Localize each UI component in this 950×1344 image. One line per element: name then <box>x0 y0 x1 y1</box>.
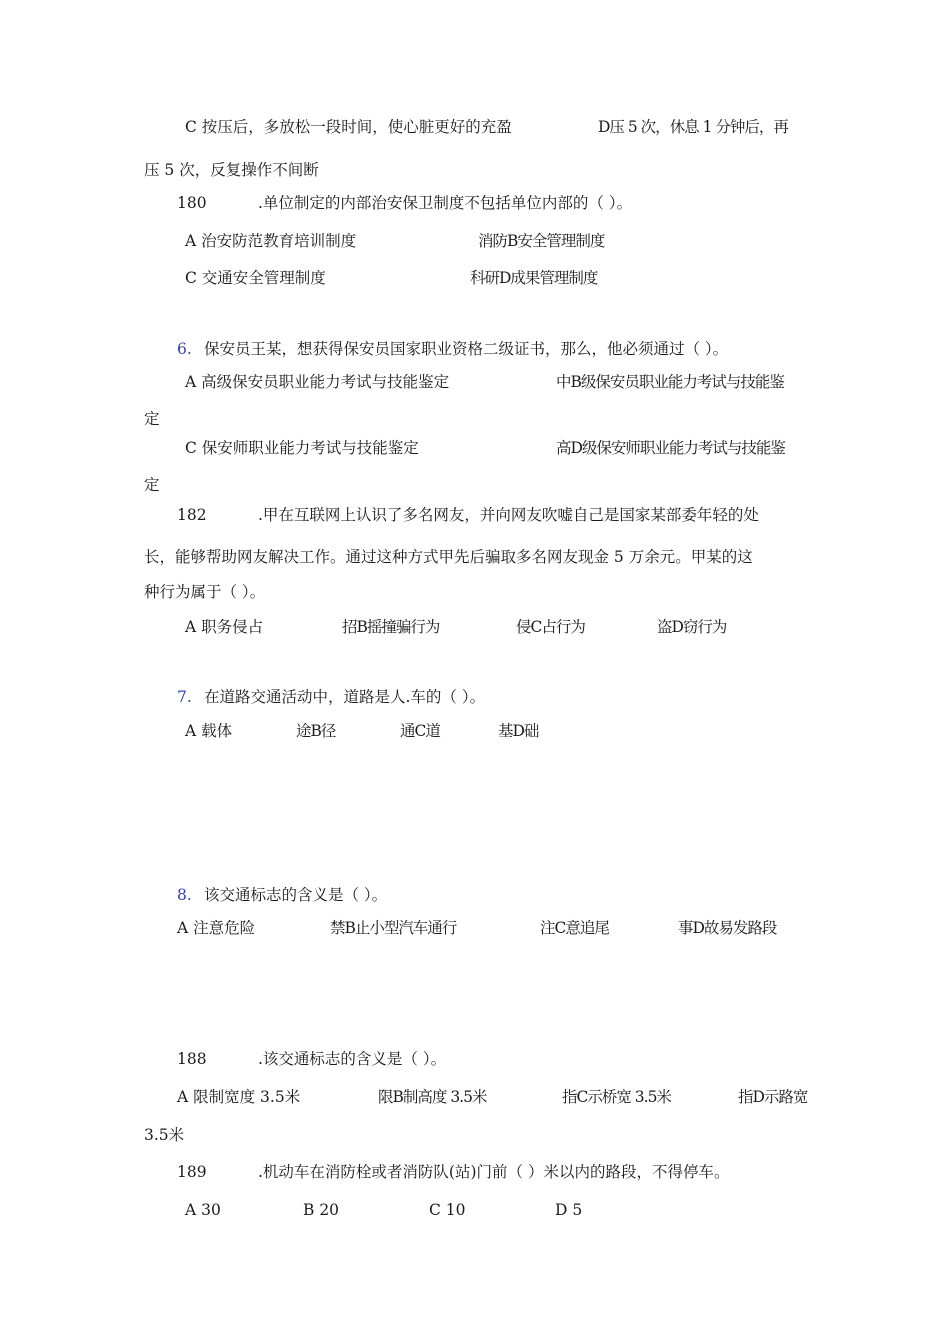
q179-option-d: D压 5 次，休息 1 分钟后，再 <box>598 118 788 136</box>
q6-number: 6. <box>177 340 192 358</box>
q188-option-a: A 限制宽度 3.5米 <box>177 1088 301 1106</box>
q188-option-d: 指D示路宽 <box>738 1088 808 1106</box>
q6-option-c: C 保安师职业能力考试与技能鉴定 <box>185 439 419 457</box>
q188-question: .该交通标志的含义是（ ）。 <box>258 1050 447 1068</box>
q180-number: 180 <box>177 194 207 212</box>
q188-option-c: 指C示桥宽 3.5米 <box>562 1088 671 1106</box>
q6-option-d: 高D级保安师职业能力考试与技能鉴 <box>556 439 785 457</box>
q180-option-d: 科研D成果管理制度 <box>470 269 598 287</box>
q189-number: 189 <box>177 1163 207 1181</box>
q182-number: 182 <box>177 506 207 524</box>
q8-number: 8. <box>177 886 192 904</box>
q182-question-line2: 长，能够帮助网友解决工作。通过这种方式甲先后骗取多名网友现金 5 万余元。甲某的这 <box>144 548 753 566</box>
q7-number: 7. <box>177 688 192 706</box>
q180-option-c: C 交通安全管理制度 <box>185 269 326 287</box>
q189-option-a: A 30 <box>185 1201 221 1219</box>
q7-option-b: 途B径 <box>296 722 336 740</box>
q182-option-d: 盗D窃行为 <box>657 618 727 636</box>
q7-option-d: 基D础 <box>498 722 539 740</box>
q6-option-a: A 高级保安员职业能力考试与技能鉴定 <box>185 373 450 391</box>
q188-number: 188 <box>177 1050 207 1068</box>
q189-option-b: B 20 <box>303 1201 340 1219</box>
q189-option-d: D 5 <box>555 1201 583 1219</box>
q6-question: 保安员王某，想获得保安员国家职业资格二级证书，那么，他必须通过（ ）。 <box>204 340 729 358</box>
q189-question: .机动车在消防栓或者消防队(站)门前（ ）米以内的路段，不得停车。 <box>258 1163 730 1181</box>
q7-option-a: A 载体 <box>185 722 233 740</box>
q179-option-c: C 按压后，多放松一段时间，使心脏更好的充盈 <box>185 118 512 136</box>
q8-option-d: 事D故易发路段 <box>678 919 777 937</box>
q182-option-c: 侵C占行为 <box>516 618 585 636</box>
q188-option-d-continued: 3.5米 <box>144 1126 185 1144</box>
q8-option-c: 注C意追尾 <box>540 919 609 937</box>
q6-option-d-continued: 定 <box>144 476 160 494</box>
q182-question-line3: 种行为属于（ ）。 <box>144 583 266 601</box>
q180-option-a: A 治安防范教育培训制度 <box>185 232 357 250</box>
q188-option-b: 限B制高度 3.5米 <box>378 1088 487 1106</box>
q8-option-a: A 注意危险 <box>177 919 256 937</box>
q180-option-b: 消防B安全管理制度 <box>478 232 605 250</box>
q6-option-b: 中B级保安员职业能力考试与技能鉴 <box>556 373 784 391</box>
q8-question: 该交通标志的含义是（ ）。 <box>204 886 388 904</box>
q6-option-b-continued: 定 <box>144 410 160 428</box>
q182-option-b: 招B摇撞骗行为 <box>342 618 440 636</box>
q182-question-line1: .甲在互联网上认识了多名网友，并向网友吹嘘自己是国家某部委年轻的处 <box>258 506 759 524</box>
q8-option-b: 禁B止小型汽车通行 <box>330 919 457 937</box>
q179-option-d-continued: 压 5 次，反复操作不间断 <box>144 161 319 179</box>
q7-question: 在道路交通活动中，道路是人.车的（ ）。 <box>204 688 486 706</box>
q180-question: .单位制定的内部治安保卫制度不包括单位内部的（ ）。 <box>258 194 633 212</box>
q182-option-a: A 职务侵占 <box>185 618 264 636</box>
q189-option-c: C 10 <box>429 1201 466 1219</box>
q7-option-c: 通C道 <box>400 722 440 740</box>
